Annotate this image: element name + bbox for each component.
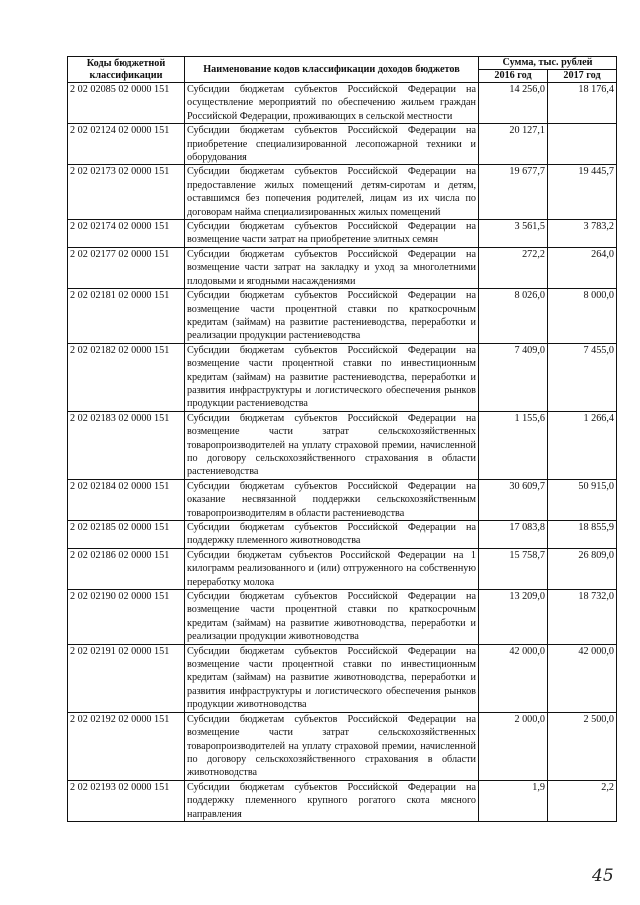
value-2016-cell: 30 609,7 xyxy=(479,479,548,520)
value-2017-cell: 50 915,0 xyxy=(548,479,617,520)
code-cell: 2 02 02190 02 0000 151 xyxy=(68,590,185,645)
code-cell: 2 02 02177 02 0000 151 xyxy=(68,247,185,288)
value-2016-cell: 13 209,0 xyxy=(479,590,548,645)
table-row xyxy=(68,548,617,589)
table-row xyxy=(68,289,617,344)
value-2017-cell: 7 455,0 xyxy=(548,343,617,411)
table-row xyxy=(68,644,617,712)
value-2016-cell: 20 127,1 xyxy=(479,124,548,165)
code-cell: 2 02 02085 02 0000 151 xyxy=(68,83,185,124)
value-2017-cell: 1 266,4 xyxy=(548,411,617,479)
code-cell: 2 02 02173 02 0000 151 xyxy=(68,165,185,220)
name-cell: Субсидии бюджетам субъектов Российской Федерации на возмещение части затрат на закладку и уход за многолетними плодовыми и ягодными насаждениями xyxy=(185,247,479,288)
name-cell: Субсидии бюджетам субъектов Российской Федерации на возмещение части процентной ставки по краткосрочным кредитам (займам) на развитие растениеводства, переработки и реализации продукции растениеводства xyxy=(185,289,479,344)
code-cell: 2 02 02124 02 0000 151 xyxy=(68,124,185,165)
table-row xyxy=(68,247,617,288)
code-cell: 2 02 02192 02 0000 151 xyxy=(68,712,185,780)
name-cell: Субсидии бюджетам субъектов Российской Федерации на 1 килограмм реализованного и (или) отгруженного на собственную переработку молока xyxy=(185,548,479,589)
header-codes: Коды бюджетной классификации xyxy=(68,57,185,83)
table-row xyxy=(68,83,617,124)
value-2017-cell: 18 732,0 xyxy=(548,590,617,645)
value-2017-cell xyxy=(548,124,617,165)
name-cell: Субсидии бюджетам субъектов Российской Федерации на возмещение части затрат сельскохозяйственных товаропроизводителей на уплату страховой премии, начисленной по договору сельскохозяйственного страхования в области животноводства xyxy=(185,712,479,780)
name-cell: Субсидии бюджетам субъектов Российской Федерации на предоставление жилых помещений детям-сиротам и детям, оставшимся без попечения родителей, лицам из их числа по договорам найма специализированных жилых помещений xyxy=(185,165,479,220)
table-row xyxy=(68,124,617,165)
value-2016-cell: 1 155,6 xyxy=(479,411,548,479)
code-cell: 2 02 02181 02 0000 151 xyxy=(68,289,185,344)
name-cell: Субсидии бюджетам субъектов Российской Федерации на возмещение части процентной ставки по инвестиционным кредитам (займам) на развитие животноводства, переработки и развития инфраструктуры и логистического обеспечения рынков продукции животноводства xyxy=(185,644,479,712)
table-row xyxy=(68,343,617,411)
table-row xyxy=(68,411,617,479)
table-header-row xyxy=(68,57,617,70)
code-cell: 2 02 02186 02 0000 151 xyxy=(68,548,185,589)
table-row xyxy=(68,712,617,780)
value-2016-cell: 19 677,7 xyxy=(479,165,548,220)
code-cell: 2 02 02183 02 0000 151 xyxy=(68,411,185,479)
value-2017-cell: 18 855,9 xyxy=(548,521,617,549)
name-cell: Субсидии бюджетам субъектов Российской Федерации на осуществление мероприятий по обеспечению жильем граждан Российской Федерации, проживающих в сельской местности xyxy=(185,83,479,124)
value-2017-cell: 2 500,0 xyxy=(548,712,617,780)
name-cell: Субсидии бюджетам субъектов Российской Федерации на поддержку племенного крупного рогатого скота мясного направления xyxy=(185,780,479,821)
table-row xyxy=(68,479,617,520)
value-2017-cell: 42 000,0 xyxy=(548,644,617,712)
value-2016-cell: 42 000,0 xyxy=(479,644,548,712)
table-row xyxy=(68,780,617,821)
code-cell: 2 02 02184 02 0000 151 xyxy=(68,479,185,520)
value-2016-cell: 272,2 xyxy=(479,247,548,288)
value-2017-cell: 2,2 xyxy=(548,780,617,821)
name-cell: Субсидии бюджетам субъектов Российской Федерации на поддержку племенного животноводства xyxy=(185,521,479,549)
header-sum: Сумма, тыс. рублей xyxy=(479,57,617,70)
table-row xyxy=(68,165,617,220)
table-body xyxy=(68,83,617,822)
name-cell: Субсидии бюджетам субъектов Российской Федерации на возмещение части затрат на приобретение элитных семян xyxy=(185,220,479,248)
name-cell: Субсидии бюджетам субъектов Российской Федерации на возмещение части процентной ставки по краткосрочным кредитам (займам) на развитие животноводства, переработки и реализации продукции животноводства xyxy=(185,590,479,645)
value-2016-cell: 1,9 xyxy=(479,780,548,821)
header-year-2017: 2017 год xyxy=(548,70,617,83)
value-2016-cell: 15 758,7 xyxy=(479,548,548,589)
value-2017-cell: 19 445,7 xyxy=(548,165,617,220)
table-row xyxy=(68,220,617,248)
code-cell: 2 02 02174 02 0000 151 xyxy=(68,220,185,248)
code-cell: 2 02 02185 02 0000 151 xyxy=(68,521,185,549)
value-2016-cell: 14 256,0 xyxy=(479,83,548,124)
header-name: Наименование кодов классификации доходов бюджетов xyxy=(185,57,479,83)
name-cell: Субсидии бюджетам субъектов Российской Федерации на приобретение специализированной лесопожарной техники и оборудования xyxy=(185,124,479,165)
value-2016-cell: 2 000,0 xyxy=(479,712,548,780)
value-2016-cell: 3 561,5 xyxy=(479,220,548,248)
code-cell: 2 02 02193 02 0000 151 xyxy=(68,780,185,821)
value-2017-cell: 8 000,0 xyxy=(548,289,617,344)
name-cell: Субсидии бюджетам субъектов Российской Федерации на оказание несвязанной поддержки сельскохозяйственным товаропроизводителям в области растениеводства xyxy=(185,479,479,520)
value-2017-cell: 18 176,4 xyxy=(548,83,617,124)
code-cell: 2 02 02182 02 0000 151 xyxy=(68,343,185,411)
value-2017-cell: 264,0 xyxy=(548,247,617,288)
page-number: 45 xyxy=(592,866,614,886)
value-2016-cell: 17 083,8 xyxy=(479,521,548,549)
table-row xyxy=(68,590,617,645)
table-row xyxy=(68,521,617,549)
value-2017-cell: 3 783,2 xyxy=(548,220,617,248)
value-2016-cell: 7 409,0 xyxy=(479,343,548,411)
name-cell: Субсидии бюджетам субъектов Российской Федерации на возмещение части затрат сельскохозяйственных товаропроизводителей на уплату страховой премии, начисленной по договору сельскохозяйственного страхования в области растениеводства xyxy=(185,411,479,479)
value-2016-cell: 8 026,0 xyxy=(479,289,548,344)
budget-revenue-table xyxy=(67,56,617,822)
header-year-2016: 2016 год xyxy=(479,70,548,83)
name-cell: Субсидии бюджетам субъектов Российской Федерации на возмещение части процентной ставки по инвестиционным кредитам (займам) на развитие растениеводства, переработки и развития инфраструктуры и логистического обеспечения рынков продукции растениеводства xyxy=(185,343,479,411)
value-2017-cell: 26 809,0 xyxy=(548,548,617,589)
code-cell: 2 02 02191 02 0000 151 xyxy=(68,644,185,712)
